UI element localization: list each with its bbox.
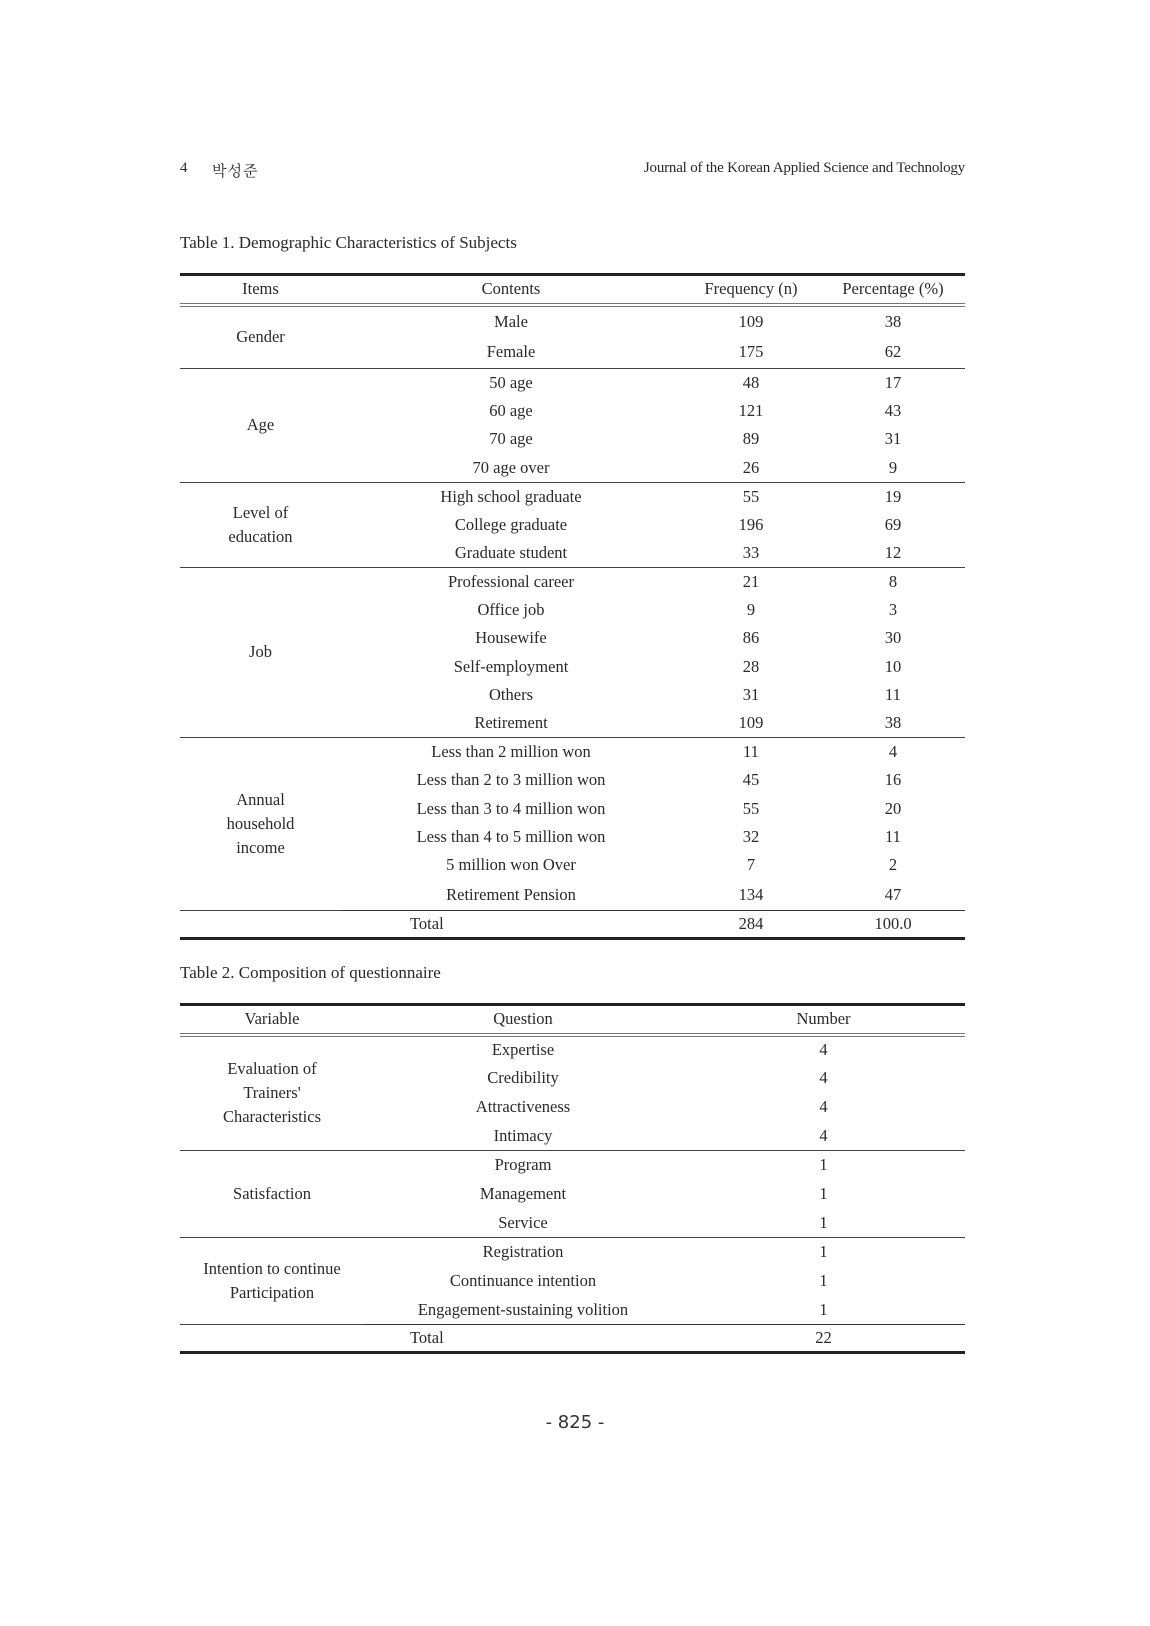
cell-question: Management — [479, 1184, 567, 1203]
cell-number: 4 — [819, 1097, 828, 1116]
cell-content: College graduate — [454, 514, 568, 534]
cell-percentage: 11 — [885, 826, 901, 846]
page-footer: - 825 - — [545, 1412, 605, 1433]
cell-percentage: 12 — [821, 539, 965, 567]
table-row — [180, 1035, 965, 1064]
group-label-intention: Intention to continue Participation — [180, 1238, 364, 1325]
cell-question: Expertise — [491, 1040, 555, 1059]
column-header: Question — [364, 1005, 682, 1035]
cell-number: 4 — [819, 1068, 828, 1087]
journal-title: Journal of the Korean Applied Science and Technology — [643, 160, 965, 176]
running-header — [180, 160, 965, 184]
cell-frequency: 175 — [681, 337, 821, 369]
cell-question: Attractiveness — [475, 1097, 571, 1116]
table-row — [180, 305, 965, 337]
cell-frequency: 48 — [742, 372, 760, 392]
cell-percentage: 43 — [884, 401, 902, 421]
cell-frequency: 196 — [738, 514, 764, 534]
cell-content: Less than 2 million won — [431, 742, 591, 762]
cell-content: Others — [489, 684, 533, 704]
total-row — [180, 911, 965, 939]
cell-content: 50 age — [489, 372, 533, 392]
column-header: Number — [682, 1005, 965, 1035]
cell-frequency: 89 — [742, 429, 760, 449]
column-header: Contents — [341, 275, 681, 305]
cell-percentage: 8 — [888, 571, 898, 591]
cell-percentage: 10 — [884, 656, 902, 676]
group-label-gender: Gender — [180, 305, 341, 369]
cell-number: 1 — [682, 1296, 965, 1325]
group-label-age: Age — [180, 369, 341, 483]
cell-number: 1 — [819, 1155, 828, 1175]
cell-percentage: 38 — [884, 311, 902, 331]
cell-frequency: 109 — [738, 311, 764, 331]
cell-content: Less than 4 to 5 million won — [416, 826, 606, 846]
table2-caption: Table 2. Composition of questionnaire — [180, 963, 441, 982]
table-header-row — [180, 275, 965, 305]
cell-question: Continuance intention — [449, 1271, 597, 1290]
column-header: Items — [180, 275, 341, 305]
cell-frequency: 32 — [742, 826, 760, 846]
cell-content: Graduate student — [341, 539, 681, 567]
cell-frequency: 31 — [742, 684, 760, 704]
cell-number: 4 — [682, 1122, 965, 1151]
cell-frequency: 109 — [681, 709, 821, 737]
cell-frequency: 55 — [742, 486, 760, 506]
cell-percentage: 69 — [884, 514, 902, 534]
table1-caption: Table 1. Demographic Characteristics of Subjects — [180, 233, 517, 252]
cell-percentage: 17 — [884, 372, 902, 392]
total-frequency: 284 — [681, 911, 821, 939]
cell-frequency: 21 — [742, 571, 760, 591]
cell-question: Intimacy — [364, 1122, 682, 1151]
cell-percentage: 62 — [821, 337, 965, 369]
cell-percentage: 2 — [888, 855, 898, 875]
cell-percentage: 16 — [884, 770, 902, 790]
cell-percentage: 9 — [821, 454, 965, 482]
column-header: Frequency (n) — [681, 275, 821, 305]
group-label-income: Annual household income — [180, 738, 341, 911]
cell-frequency: 28 — [742, 656, 760, 676]
demographics-table — [180, 273, 965, 940]
total-label: Total — [180, 1325, 682, 1353]
cell-frequency: 55 — [742, 798, 760, 818]
cell-frequency: 7 — [746, 855, 756, 875]
cell-question: Credibility — [487, 1068, 559, 1087]
cell-number: 1 — [819, 1184, 828, 1203]
cell-content: Less than 2 to 3 million won — [416, 770, 606, 790]
table-header-row — [180, 1005, 965, 1035]
cell-content: Office job — [477, 599, 545, 619]
total-label: Total — [180, 911, 681, 939]
table-row — [180, 1151, 965, 1180]
cell-question: Program — [494, 1155, 552, 1175]
cell-content: 70 age over — [341, 454, 681, 482]
table-row — [180, 567, 965, 595]
questionnaire-table — [180, 1003, 965, 1354]
cell-frequency: 134 — [681, 880, 821, 911]
cell-content: Female — [341, 337, 681, 369]
cell-percentage: 30 — [884, 628, 902, 648]
total-percentage: 100.0 — [821, 911, 965, 939]
cell-question: Engagement-sustaining volition — [417, 1299, 629, 1319]
cell-percentage: 4 — [888, 742, 898, 762]
table-row — [180, 369, 965, 397]
cell-content: Self-employment — [453, 656, 569, 676]
cell-percentage: 38 — [821, 709, 965, 737]
cell-content: 5 million won Over — [446, 855, 576, 875]
cell-content: Male — [494, 311, 528, 331]
cell-frequency: 121 — [738, 401, 764, 421]
cell-frequency: 45 — [742, 770, 760, 790]
table-row — [180, 738, 965, 766]
column-header: Percentage (%) — [821, 275, 965, 305]
cell-content: High school graduate — [440, 486, 582, 506]
cell-frequency: 26 — [681, 454, 821, 482]
cell-content: 60 age — [489, 401, 533, 421]
cell-content: Housewife — [475, 628, 547, 648]
cell-percentage: 11 — [885, 684, 901, 704]
cell-percentage: 3 — [888, 599, 898, 619]
cell-percentage: 47 — [821, 880, 965, 911]
cell-content: Professional career — [448, 571, 574, 591]
cell-question: Registration — [482, 1242, 564, 1262]
cell-content: Less than 3 to 4 million won — [416, 798, 606, 818]
total-number: 22 — [682, 1325, 965, 1353]
group-label-education: Level of education — [180, 482, 341, 567]
cell-frequency: 33 — [681, 539, 821, 567]
cell-number: 1 — [682, 1209, 965, 1238]
cell-question: Service — [364, 1209, 682, 1238]
cell-frequency: 11 — [743, 742, 759, 762]
column-header: Variable — [180, 1005, 364, 1035]
group-label-trainers: Evaluation of Trainers' Characteristics — [180, 1035, 364, 1151]
cell-percentage: 31 — [884, 429, 902, 449]
cell-content: 70 age — [489, 429, 533, 449]
total-row — [180, 1325, 965, 1353]
cell-content: Retirement — [341, 709, 681, 737]
cell-number: 1 — [819, 1271, 828, 1290]
group-label-job: Job — [180, 567, 341, 737]
cell-percentage: 20 — [884, 798, 902, 818]
cell-percentage: 19 — [884, 486, 902, 506]
page-number: 4 — [180, 160, 188, 176]
table-row — [180, 482, 965, 510]
cell-number: 4 — [819, 1040, 828, 1059]
author-name: 박성준 — [212, 164, 259, 180]
cell-frequency: 9 — [746, 599, 756, 619]
cell-frequency: 86 — [742, 628, 760, 648]
cell-number: 1 — [819, 1242, 828, 1262]
table-row — [180, 1238, 965, 1267]
group-label-satisfaction: Satisfaction — [180, 1151, 364, 1238]
cell-content: Retirement Pension — [446, 884, 576, 904]
